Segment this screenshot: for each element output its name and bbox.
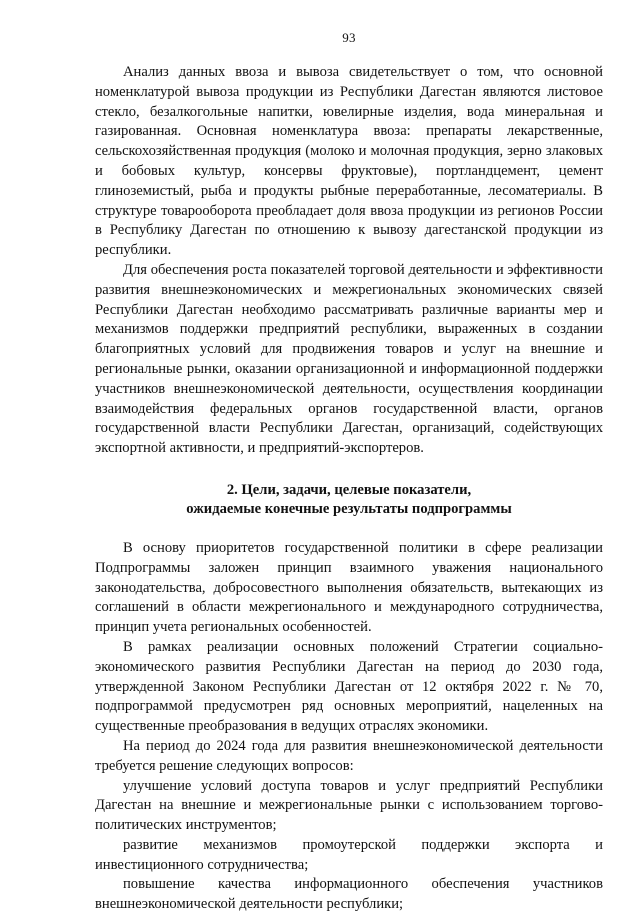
page-number: 93 xyxy=(342,30,356,45)
list-item-information-support: повышение качества информационного обеспечения участников внешнеэкономической деятельности республики; xyxy=(95,876,603,913)
paragraph-strategy-implementation: В рамках реализации основных положений Стратегии социально-экономического развития Республики Дагестан на период до 2030 года, утвержденной Законом Республики Дагестан от 12 октября 2022 г. № 70, подпрограммой предусмотрен ряд основных мероприятий, нацеленных на существенные преобразования в ведущих отраслях экономики. xyxy=(95,638,603,735)
list-item-export-promotion: развитие механизмов промоутерской поддержки экспорта и инвестиционного сотрудничества; xyxy=(95,836,603,873)
list-item-market-access: улучшение условий доступа товаров и услуг предприятий Республики Дагестан на внешние и межрегиональные рынки с использованием торгово-политических инструментов; xyxy=(95,777,603,834)
section-heading-line-1: 2. Цели, задачи, целевые показатели, xyxy=(226,481,472,498)
paragraph-policy-priorities: В основу приоритетов государственной политики в сфере реализации Подпрограммы заложен принцип взаимного уважения национального законодательства, добросовестного выполнения обязательств, вытекающих из соглашений в области межрегионального и международного сотрудничества, принцип учета региональных особенностей. xyxy=(95,539,603,636)
document-page xyxy=(95,30,603,915)
paragraph-tasks-intro: На период до 2024 года для развития внешнеэкономической деятельности требуется решение следующих вопросов: xyxy=(95,737,603,774)
paragraph-trade-support-measures: Для обеспечения роста показателей торговой деятельности и эффективности развития внешнеэкономических и межрегиональных экономических связей Республики Дагестан необходимо рассматривать различные варианты мер и механизмов поддержки предприятий республики, выраженных в создании благоприятных условий для продвижения товаров и услуг на внешние и региональные рынки, оказании организационной и информационной поддержки участников внешнеэкономической деятельности, осуществления координации взаимодействия федеральных органов государственной власти, органов государственной власти Республики Дагестан, организаций, содействующих экспортной активности, и предприятий-экспортеров. xyxy=(95,261,603,457)
section-heading xyxy=(95,481,603,520)
section-heading-line-2: ожидаемые конечные результаты подпрограммы xyxy=(186,501,512,518)
paragraph-import-export-analysis: Анализ данных ввоза и вывоза свидетельствует о том, что основной номенклатурой вывоза продукции из Республики Дагестан являются листовое стекло, безалкогольные напитки, ювелирные изделия, вода минеральная и газированная. Основная номенклатура ввоза: препараты лекарственные, сельскохозяйственная продукция (молоко и молочная продукция, зерно злаковых и бобовых культур, консервы фруктовые), портландцемент, цемент глиноземистый, рыба и продукты рыбные переработанные, лесоматериалы. В структуре товарооборота преобладает доля ввоза продукции из регионов России в Республику Дагестан по отношению к вывозу дагестанской продукции из республики. xyxy=(95,64,603,259)
